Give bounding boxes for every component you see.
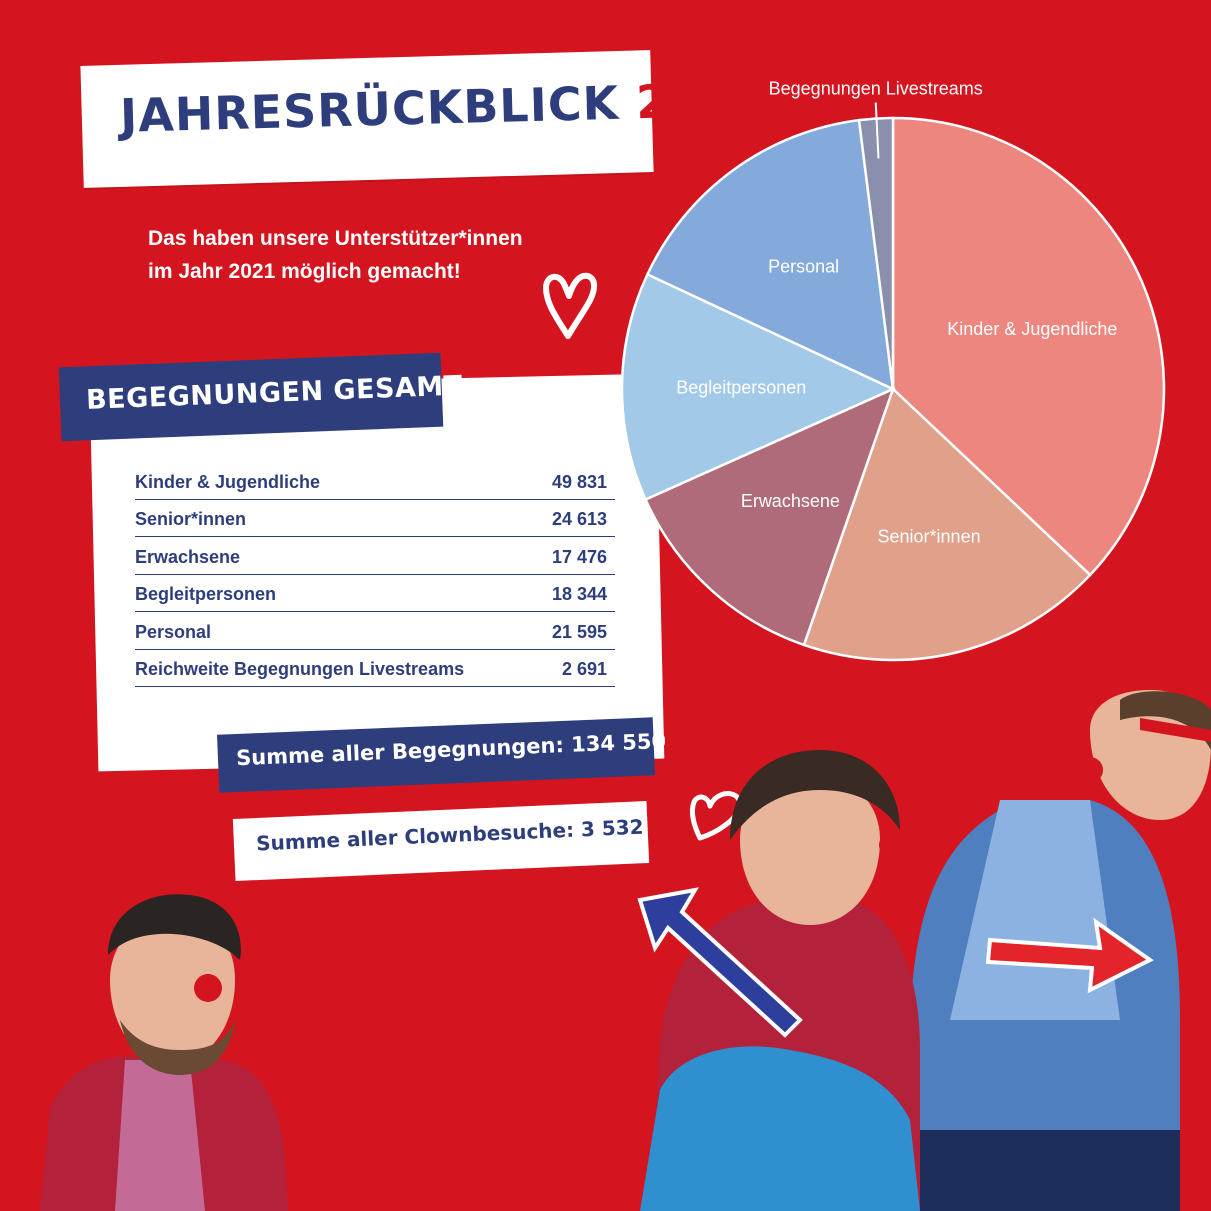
clown-photo-left xyxy=(30,860,290,1211)
pie-slice-label: Erwachsene xyxy=(740,490,840,511)
table-heading: BEGEGNUNGEN GESAMT xyxy=(85,370,464,416)
row-label: Reichweite Begegnungen Livestreams xyxy=(135,659,465,679)
pie-slice-label: Kinder & Jugendliche xyxy=(947,318,1118,339)
pie-slice-label: Begegnungen Livestreams xyxy=(768,80,983,99)
row-label: Begleitpersonen xyxy=(135,584,277,604)
subtitle xyxy=(148,222,608,288)
row-label: Personal xyxy=(135,621,212,642)
table-row xyxy=(135,462,615,500)
heart-icon xyxy=(540,270,600,340)
table-row xyxy=(135,537,615,575)
row-value: 21 595 xyxy=(551,621,607,642)
row-label: Erwachsene xyxy=(135,546,241,567)
pie-slice-label: Begleitpersonen xyxy=(676,377,807,398)
row-value: 18 344 xyxy=(551,584,607,604)
table-row xyxy=(135,575,615,613)
clown-photo-right xyxy=(620,690,1211,1211)
row-value: 24 613 xyxy=(551,509,607,529)
encounters-table xyxy=(135,462,615,687)
pie-slice-label: Senior*innen xyxy=(877,526,981,547)
row-label: Senior*innen xyxy=(135,509,247,529)
row-value: 17 476 xyxy=(551,546,607,567)
sum-encounters-text: Summe aller Begegnungen: 134 550 xyxy=(235,728,667,771)
subtitle-line-2: im Jahr 2021 möglich gemacht! xyxy=(148,260,461,283)
table-row xyxy=(135,500,615,538)
row-label: Kinder & Jugendliche xyxy=(135,471,321,492)
pie-slice-label: Personal xyxy=(768,256,840,277)
table-row xyxy=(135,612,615,650)
row-value: 49 831 xyxy=(551,471,607,492)
sum-clown-visits-text: Summe aller Clownbesuche: 3 532 xyxy=(255,814,645,856)
row-value: 2 691 xyxy=(561,659,607,679)
subtitle-line-1: Das haben unsere Unterstützer*innen xyxy=(148,227,523,250)
title-main: JAHRESRÜCKBLICK xyxy=(119,75,620,143)
title-year: 2021 xyxy=(635,71,769,130)
table-row xyxy=(135,650,615,688)
pie-chart xyxy=(600,80,1190,680)
